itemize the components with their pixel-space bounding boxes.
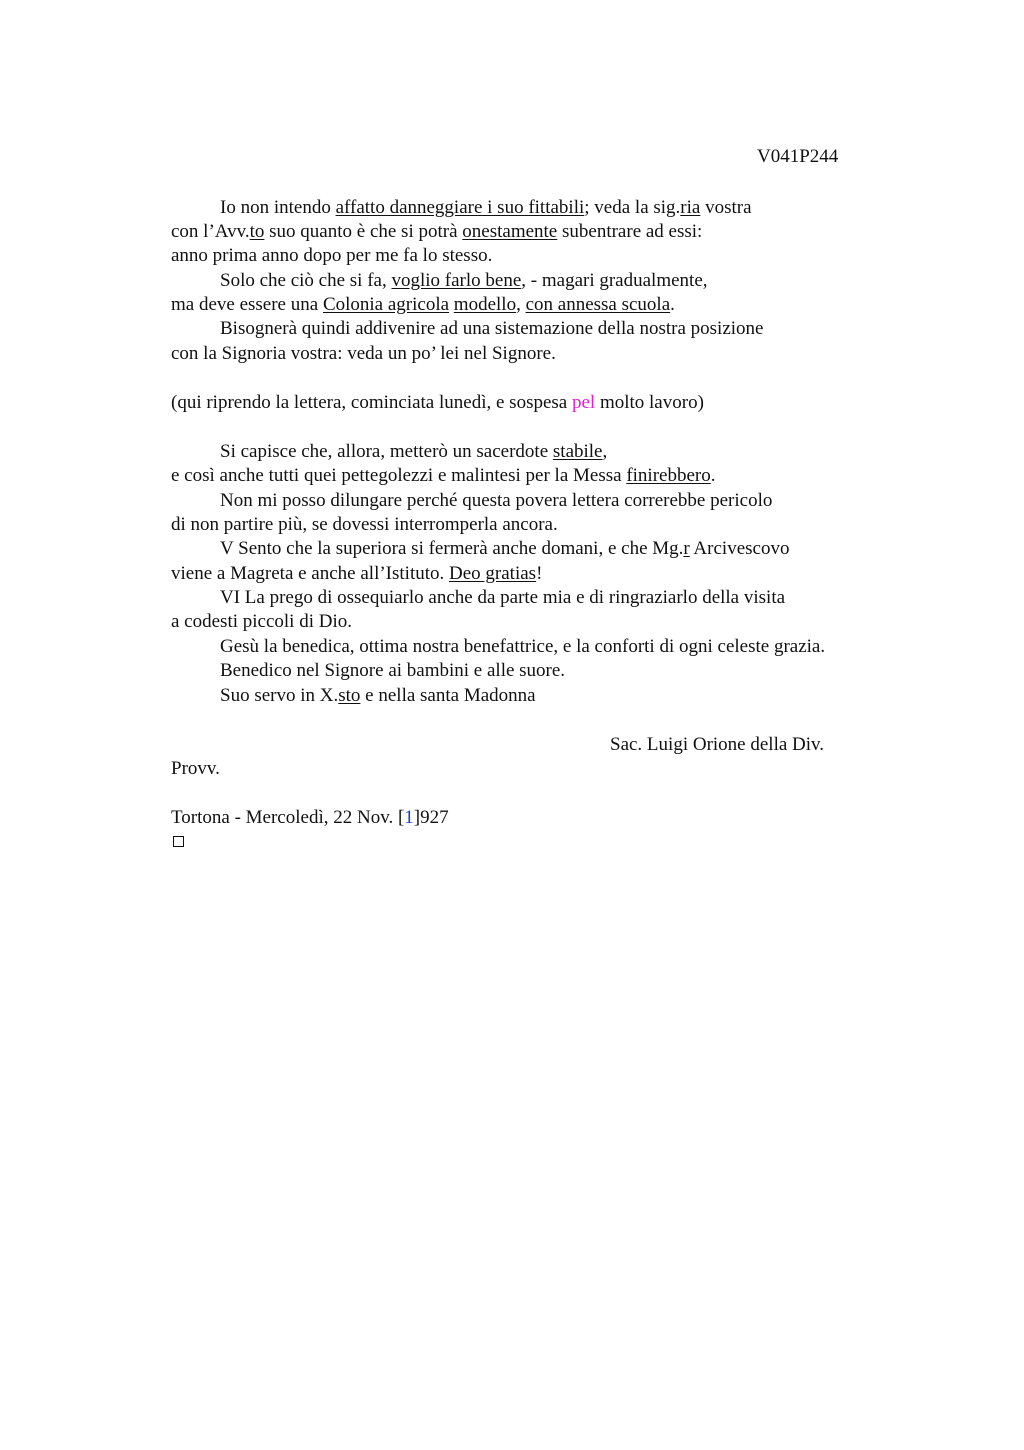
text: ma deve essere una (171, 294, 323, 315)
text: Si capisce che, allora, metterò un sacerdote (220, 441, 553, 462)
text: Non mi posso dilungare perché questa povera lettera correrebbe pericolo (220, 490, 773, 511)
text: e così anche tutti quei pettegolezzi e malintesi per la Messa (171, 465, 627, 486)
underlined-text: ria (680, 197, 701, 218)
empty-box-glyph (173, 836, 184, 847)
text: . (710, 465, 716, 486)
underlined-text: Colonia agricola (322, 294, 450, 315)
text: molto lavoro) (595, 392, 704, 413)
text: Benedico nel Signore ai bambini e alle suore. (220, 660, 566, 681)
text: ; veda la sig. (584, 197, 681, 218)
text: . (670, 294, 675, 315)
text: , - magari gradualmente, (521, 270, 708, 291)
letter-line (171, 391, 704, 415)
document-code: V041P244 (757, 146, 839, 167)
letter-line (171, 293, 675, 317)
text: a codesti piccoli di Dio. (171, 611, 352, 632)
letter-line (220, 489, 772, 513)
text: di non partire più, se dovessi interromperla ancora. (171, 514, 558, 535)
underlined-text: stabile (552, 441, 603, 462)
text: con la Signoria vostra: veda un po’ lei nel Signore. (171, 343, 556, 364)
text: ]927 (413, 807, 449, 828)
highlighted-text: 1 (404, 807, 414, 828)
letter-line (171, 562, 542, 586)
highlighted-text: pel (571, 392, 596, 413)
text: V Sento che la superiora si fermerà anche domani, e che Mg. (220, 538, 684, 559)
letter-line (220, 317, 763, 341)
text: Tortona - Mercoledì, 22 Nov. [ (171, 807, 405, 828)
letter-line (220, 196, 752, 220)
signature-continuation: Provv. (171, 758, 220, 779)
text: ! (536, 563, 543, 584)
text: VI La prego di ossequiarlo anche da parte mia e di ringraziarlo della visita (220, 587, 786, 608)
letter-line (171, 610, 352, 634)
signature: Sac. Luigi Orione della Div. (610, 734, 825, 755)
underlined-text: affatto danneggiare i suo fittabili (335, 197, 585, 218)
letter-line (220, 440, 607, 464)
underlined-text: finirebbero (626, 465, 711, 486)
text: subentrare ad essi: (557, 221, 703, 242)
letter-line (220, 537, 789, 561)
text: , (602, 441, 608, 462)
underlined-text: con annessa scuola (525, 294, 671, 315)
underlined-text: r (683, 538, 690, 559)
letter-line (220, 659, 565, 683)
letter-line (171, 513, 558, 537)
underlined-text: sto (338, 685, 361, 706)
text: con l’Avv. (171, 221, 250, 242)
letter-line (171, 464, 715, 488)
letter-line (220, 635, 825, 659)
text: vostra (700, 197, 752, 218)
letter-line (220, 269, 708, 293)
letter-line (171, 342, 556, 366)
letter-line (220, 586, 785, 610)
underlined-text: voglio farlo bene (391, 270, 522, 291)
text: Io non intendo (220, 197, 336, 218)
text: anno prima anno dopo per me fa lo stesso. (171, 245, 493, 266)
text: e nella santa Madonna (360, 685, 536, 706)
text: Arcivescovo (689, 538, 790, 559)
underlined-text: onestamente (462, 221, 558, 242)
text: suo quanto è che si potrà (264, 221, 463, 242)
underlined-text: Deo gratias (449, 563, 537, 584)
text: Suo servo in X. (220, 685, 339, 706)
text: viene a Magreta e anche all’Istituto. (171, 563, 450, 584)
letter-line (171, 220, 702, 244)
letter-line (220, 684, 536, 708)
text: (qui riprendo la lettera, cominciata lunedì, e sospesa (171, 392, 572, 413)
text: Solo che ciò che si fa, (220, 270, 392, 291)
underlined-text: modello (453, 294, 517, 315)
letter-line (171, 244, 492, 268)
underlined-text: to (249, 221, 265, 242)
text: , (516, 294, 526, 315)
text: Gesù la benedica, ottima nostra benefattrice, e la conforti di ogni celeste grazia. (220, 636, 826, 657)
text: Bisognerà quindi addivenire ad una sistemazione della nostra posizione (220, 318, 764, 339)
closing-date (171, 806, 449, 830)
